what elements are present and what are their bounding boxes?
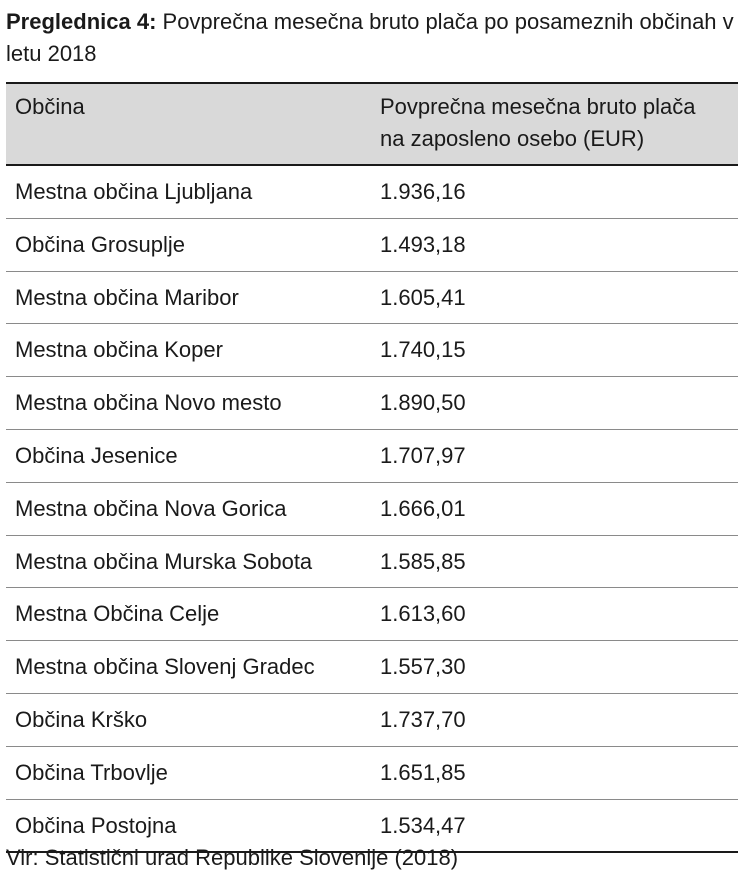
salary-cell: 1.740,15 <box>371 324 738 377</box>
municipality-cell: Mestna občina Koper <box>6 324 371 377</box>
municipality-cell: Mestna občina Maribor <box>6 271 371 324</box>
caption-text: Povprečna mesečna bruto plača po posameznih občinah v letu 2018 <box>6 9 734 66</box>
municipality-cell: Mestna občina Murska Sobota <box>6 535 371 588</box>
table-header-row <box>6 83 738 165</box>
table-row <box>6 746 738 799</box>
table-row <box>6 324 738 377</box>
municipality-cell: Mestna občina Novo mesto <box>6 377 371 430</box>
header-salary-line2: na zaposleno osebo (EUR) <box>380 126 645 151</box>
salary-cell: 1.585,85 <box>371 535 738 588</box>
salary-cell: 1.890,50 <box>371 377 738 430</box>
table-row <box>6 271 738 324</box>
municipality-cell: Mestna občina Slovenj Gradec <box>6 641 371 694</box>
salary-cell: 1.493,18 <box>371 218 738 271</box>
header-salary-line1: Povprečna mesečna bruto plača <box>380 94 696 119</box>
table-caption <box>6 6 738 70</box>
salary-table <box>6 82 738 853</box>
salary-cell: 1.613,60 <box>371 588 738 641</box>
table-row <box>6 377 738 430</box>
municipality-cell: Občina Krško <box>6 693 371 746</box>
salary-cell: 1.557,30 <box>371 641 738 694</box>
table-row <box>6 588 738 641</box>
table-row <box>6 535 738 588</box>
table-body <box>6 165 738 852</box>
municipality-cell: Mestna občina Nova Gorica <box>6 482 371 535</box>
salary-cell: 1.707,97 <box>371 429 738 482</box>
salary-cell: 1.936,16 <box>371 165 738 218</box>
municipality-cell: Občina Trbovlje <box>6 746 371 799</box>
table-row <box>6 641 738 694</box>
header-municipality: Občina <box>6 83 371 165</box>
caption-label: Preglednica 4: <box>6 9 157 34</box>
source-note: Vir: Statistični urad Republike Slovenije (2018) <box>6 845 459 870</box>
salary-cell: 1.666,01 <box>371 482 738 535</box>
table-row <box>6 165 738 218</box>
table-row <box>6 693 738 746</box>
municipality-cell: Občina Postojna <box>6 799 371 852</box>
table-row <box>6 218 738 271</box>
salary-cell: 1.737,70 <box>371 693 738 746</box>
header-salary <box>371 83 738 165</box>
municipality-cell: Občina Grosuplje <box>6 218 371 271</box>
municipality-cell: Mestna občina Ljubljana <box>6 165 371 218</box>
municipality-cell: Mestna Občina Celje <box>6 588 371 641</box>
salary-cell: 1.651,85 <box>371 746 738 799</box>
table-row <box>6 482 738 535</box>
salary-cell: 1.534,47 <box>371 799 738 852</box>
table-row <box>6 429 738 482</box>
salary-cell: 1.605,41 <box>371 271 738 324</box>
municipality-cell: Občina Jesenice <box>6 429 371 482</box>
